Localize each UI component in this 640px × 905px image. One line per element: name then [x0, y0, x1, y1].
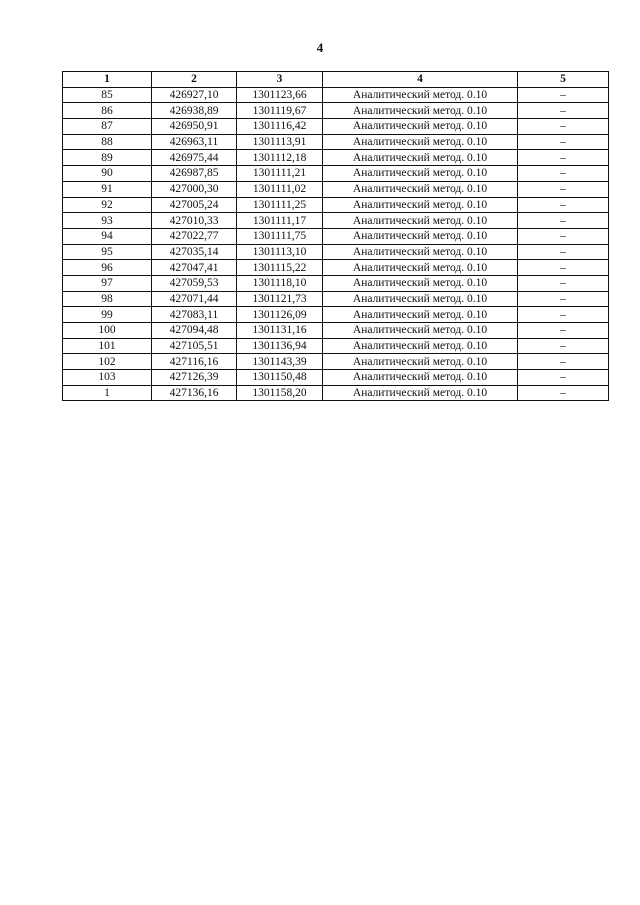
table-row — [63, 307, 609, 323]
cell-y-coordinate: 1301136,94 — [237, 338, 323, 354]
cell-description: – — [518, 370, 609, 386]
cell-point-number: 103 — [63, 370, 152, 386]
cell-determination-method: Аналитический метод. 0.10 — [323, 291, 518, 307]
cell-point-number: 100 — [63, 323, 152, 339]
cell-description: – — [518, 197, 609, 213]
cell-x-coordinate: 427010,33 — [152, 213, 237, 229]
cell-point-number: 102 — [63, 354, 152, 370]
cell-x-coordinate: 427083,11 — [152, 307, 237, 323]
cell-y-coordinate: 1301158,20 — [237, 385, 323, 401]
cell-point-number: 98 — [63, 291, 152, 307]
cell-y-coordinate: 1301111,17 — [237, 213, 323, 229]
cell-y-coordinate: 1301119,67 — [237, 103, 323, 119]
cell-x-coordinate: 427071,44 — [152, 291, 237, 307]
table-row — [63, 166, 609, 182]
cell-description: – — [518, 134, 609, 150]
cell-determination-method: Аналитический метод. 0.10 — [323, 166, 518, 182]
cell-x-coordinate: 427047,41 — [152, 260, 237, 276]
cell-description: – — [518, 354, 609, 370]
table-row — [63, 385, 609, 401]
cell-x-coordinate: 427005,24 — [152, 197, 237, 213]
cell-description: – — [518, 244, 609, 260]
cell-description: – — [518, 213, 609, 229]
cell-point-number: 87 — [63, 119, 152, 135]
cell-x-coordinate: 427105,51 — [152, 338, 237, 354]
cell-y-coordinate: 1301111,02 — [237, 181, 323, 197]
table-row — [63, 338, 609, 354]
cell-description: – — [518, 87, 609, 103]
cell-x-coordinate: 427000,30 — [152, 181, 237, 197]
cell-point-number: 91 — [63, 181, 152, 197]
table-row — [63, 87, 609, 103]
table-row — [63, 181, 609, 197]
table-row — [63, 150, 609, 166]
cell-description: – — [518, 385, 609, 401]
cell-description: – — [518, 228, 609, 244]
column-header-2: 2 — [152, 72, 237, 88]
cell-description: – — [518, 103, 609, 119]
cell-description: – — [518, 260, 609, 276]
cell-point-number: 89 — [63, 150, 152, 166]
table-body — [63, 87, 609, 401]
cell-determination-method: Аналитический метод. 0.10 — [323, 181, 518, 197]
cell-description: – — [518, 166, 609, 182]
column-header-4: 4 — [323, 72, 518, 88]
cell-y-coordinate: 1301143,39 — [237, 354, 323, 370]
cell-x-coordinate: 426938,89 — [152, 103, 237, 119]
cell-description: – — [518, 338, 609, 354]
page-number: 4 — [316, 40, 324, 55]
cell-point-number: 88 — [63, 134, 152, 150]
cell-y-coordinate: 1301123,66 — [237, 87, 323, 103]
cell-y-coordinate: 1301116,42 — [237, 119, 323, 135]
table-row — [63, 291, 609, 307]
table-row — [63, 275, 609, 291]
cell-y-coordinate: 1301126,09 — [237, 307, 323, 323]
cell-description: – — [518, 181, 609, 197]
cell-point-number: 85 — [63, 87, 152, 103]
cell-x-coordinate: 426927,10 — [152, 87, 237, 103]
table-row — [63, 370, 609, 386]
cell-description: – — [518, 307, 609, 323]
cell-y-coordinate: 1301111,75 — [237, 228, 323, 244]
cell-point-number: 93 — [63, 213, 152, 229]
table-row — [63, 323, 609, 339]
cell-x-coordinate: 427035,14 — [152, 244, 237, 260]
cell-x-coordinate: 426950,91 — [152, 119, 237, 135]
cell-y-coordinate: 1301131,16 — [237, 323, 323, 339]
cell-x-coordinate: 427126,39 — [152, 370, 237, 386]
cell-y-coordinate: 1301115,22 — [237, 260, 323, 276]
column-header-1: 1 — [63, 72, 152, 88]
cell-point-number: 95 — [63, 244, 152, 260]
table-row — [63, 244, 609, 260]
cell-determination-method: Аналитический метод. 0.10 — [323, 370, 518, 386]
table-row — [63, 197, 609, 213]
table-row — [63, 119, 609, 135]
table-header-row — [63, 72, 609, 88]
cell-determination-method: Аналитический метод. 0.10 — [323, 197, 518, 213]
cell-determination-method: Аналитический метод. 0.10 — [323, 385, 518, 401]
cell-x-coordinate: 427094,48 — [152, 323, 237, 339]
cell-y-coordinate: 1301121,73 — [237, 291, 323, 307]
cell-description: – — [518, 119, 609, 135]
cell-determination-method: Аналитический метод. 0.10 — [323, 119, 518, 135]
cell-description: – — [518, 291, 609, 307]
cell-point-number: 90 — [63, 166, 152, 182]
column-header-3: 3 — [237, 72, 323, 88]
cell-determination-method: Аналитический метод. 0.10 — [323, 87, 518, 103]
cell-description: – — [518, 150, 609, 166]
table-row — [63, 213, 609, 229]
cell-point-number: 101 — [63, 338, 152, 354]
cell-y-coordinate: 1301112,18 — [237, 150, 323, 166]
cell-determination-method: Аналитический метод. 0.10 — [323, 275, 518, 291]
cell-determination-method: Аналитический метод. 0.10 — [323, 213, 518, 229]
cell-y-coordinate: 1301150,48 — [237, 370, 323, 386]
cell-y-coordinate: 1301113,10 — [237, 244, 323, 260]
cell-determination-method: Аналитический метод. 0.10 — [323, 354, 518, 370]
table-row — [63, 228, 609, 244]
table-row — [63, 103, 609, 119]
cell-y-coordinate: 1301111,21 — [237, 166, 323, 182]
cell-determination-method: Аналитический метод. 0.10 — [323, 323, 518, 339]
cell-point-number: 94 — [63, 228, 152, 244]
cell-x-coordinate: 427136,16 — [152, 385, 237, 401]
cell-x-coordinate: 426975,44 — [152, 150, 237, 166]
cell-determination-method: Аналитический метод. 0.10 — [323, 338, 518, 354]
cell-y-coordinate: 1301118,10 — [237, 275, 323, 291]
cell-determination-method: Аналитический метод. 0.10 — [323, 150, 518, 166]
cell-determination-method: Аналитический метод. 0.10 — [323, 134, 518, 150]
cell-description: – — [518, 275, 609, 291]
cell-determination-method: Аналитический метод. 0.10 — [323, 228, 518, 244]
cell-y-coordinate: 1301111,25 — [237, 197, 323, 213]
cell-point-number: 1 — [63, 385, 152, 401]
cell-determination-method: Аналитический метод. 0.10 — [323, 103, 518, 119]
cell-point-number: 86 — [63, 103, 152, 119]
cell-x-coordinate: 426963,11 — [152, 134, 237, 150]
cell-y-coordinate: 1301113,91 — [237, 134, 323, 150]
cell-x-coordinate: 427022,77 — [152, 228, 237, 244]
cell-point-number: 97 — [63, 275, 152, 291]
coordinates-table — [62, 71, 609, 401]
cell-determination-method: Аналитический метод. 0.10 — [323, 244, 518, 260]
cell-description: – — [518, 323, 609, 339]
cell-point-number: 96 — [63, 260, 152, 276]
table-row — [63, 354, 609, 370]
cell-x-coordinate: 427059,53 — [152, 275, 237, 291]
cell-point-number: 92 — [63, 197, 152, 213]
column-header-5: 5 — [518, 72, 609, 88]
cell-point-number: 99 — [63, 307, 152, 323]
table-row — [63, 260, 609, 276]
table-row — [63, 134, 609, 150]
cell-x-coordinate: 427116,16 — [152, 354, 237, 370]
cell-x-coordinate: 426987,85 — [152, 166, 237, 182]
cell-determination-method: Аналитический метод. 0.10 — [323, 307, 518, 323]
cell-determination-method: Аналитический метод. 0.10 — [323, 260, 518, 276]
